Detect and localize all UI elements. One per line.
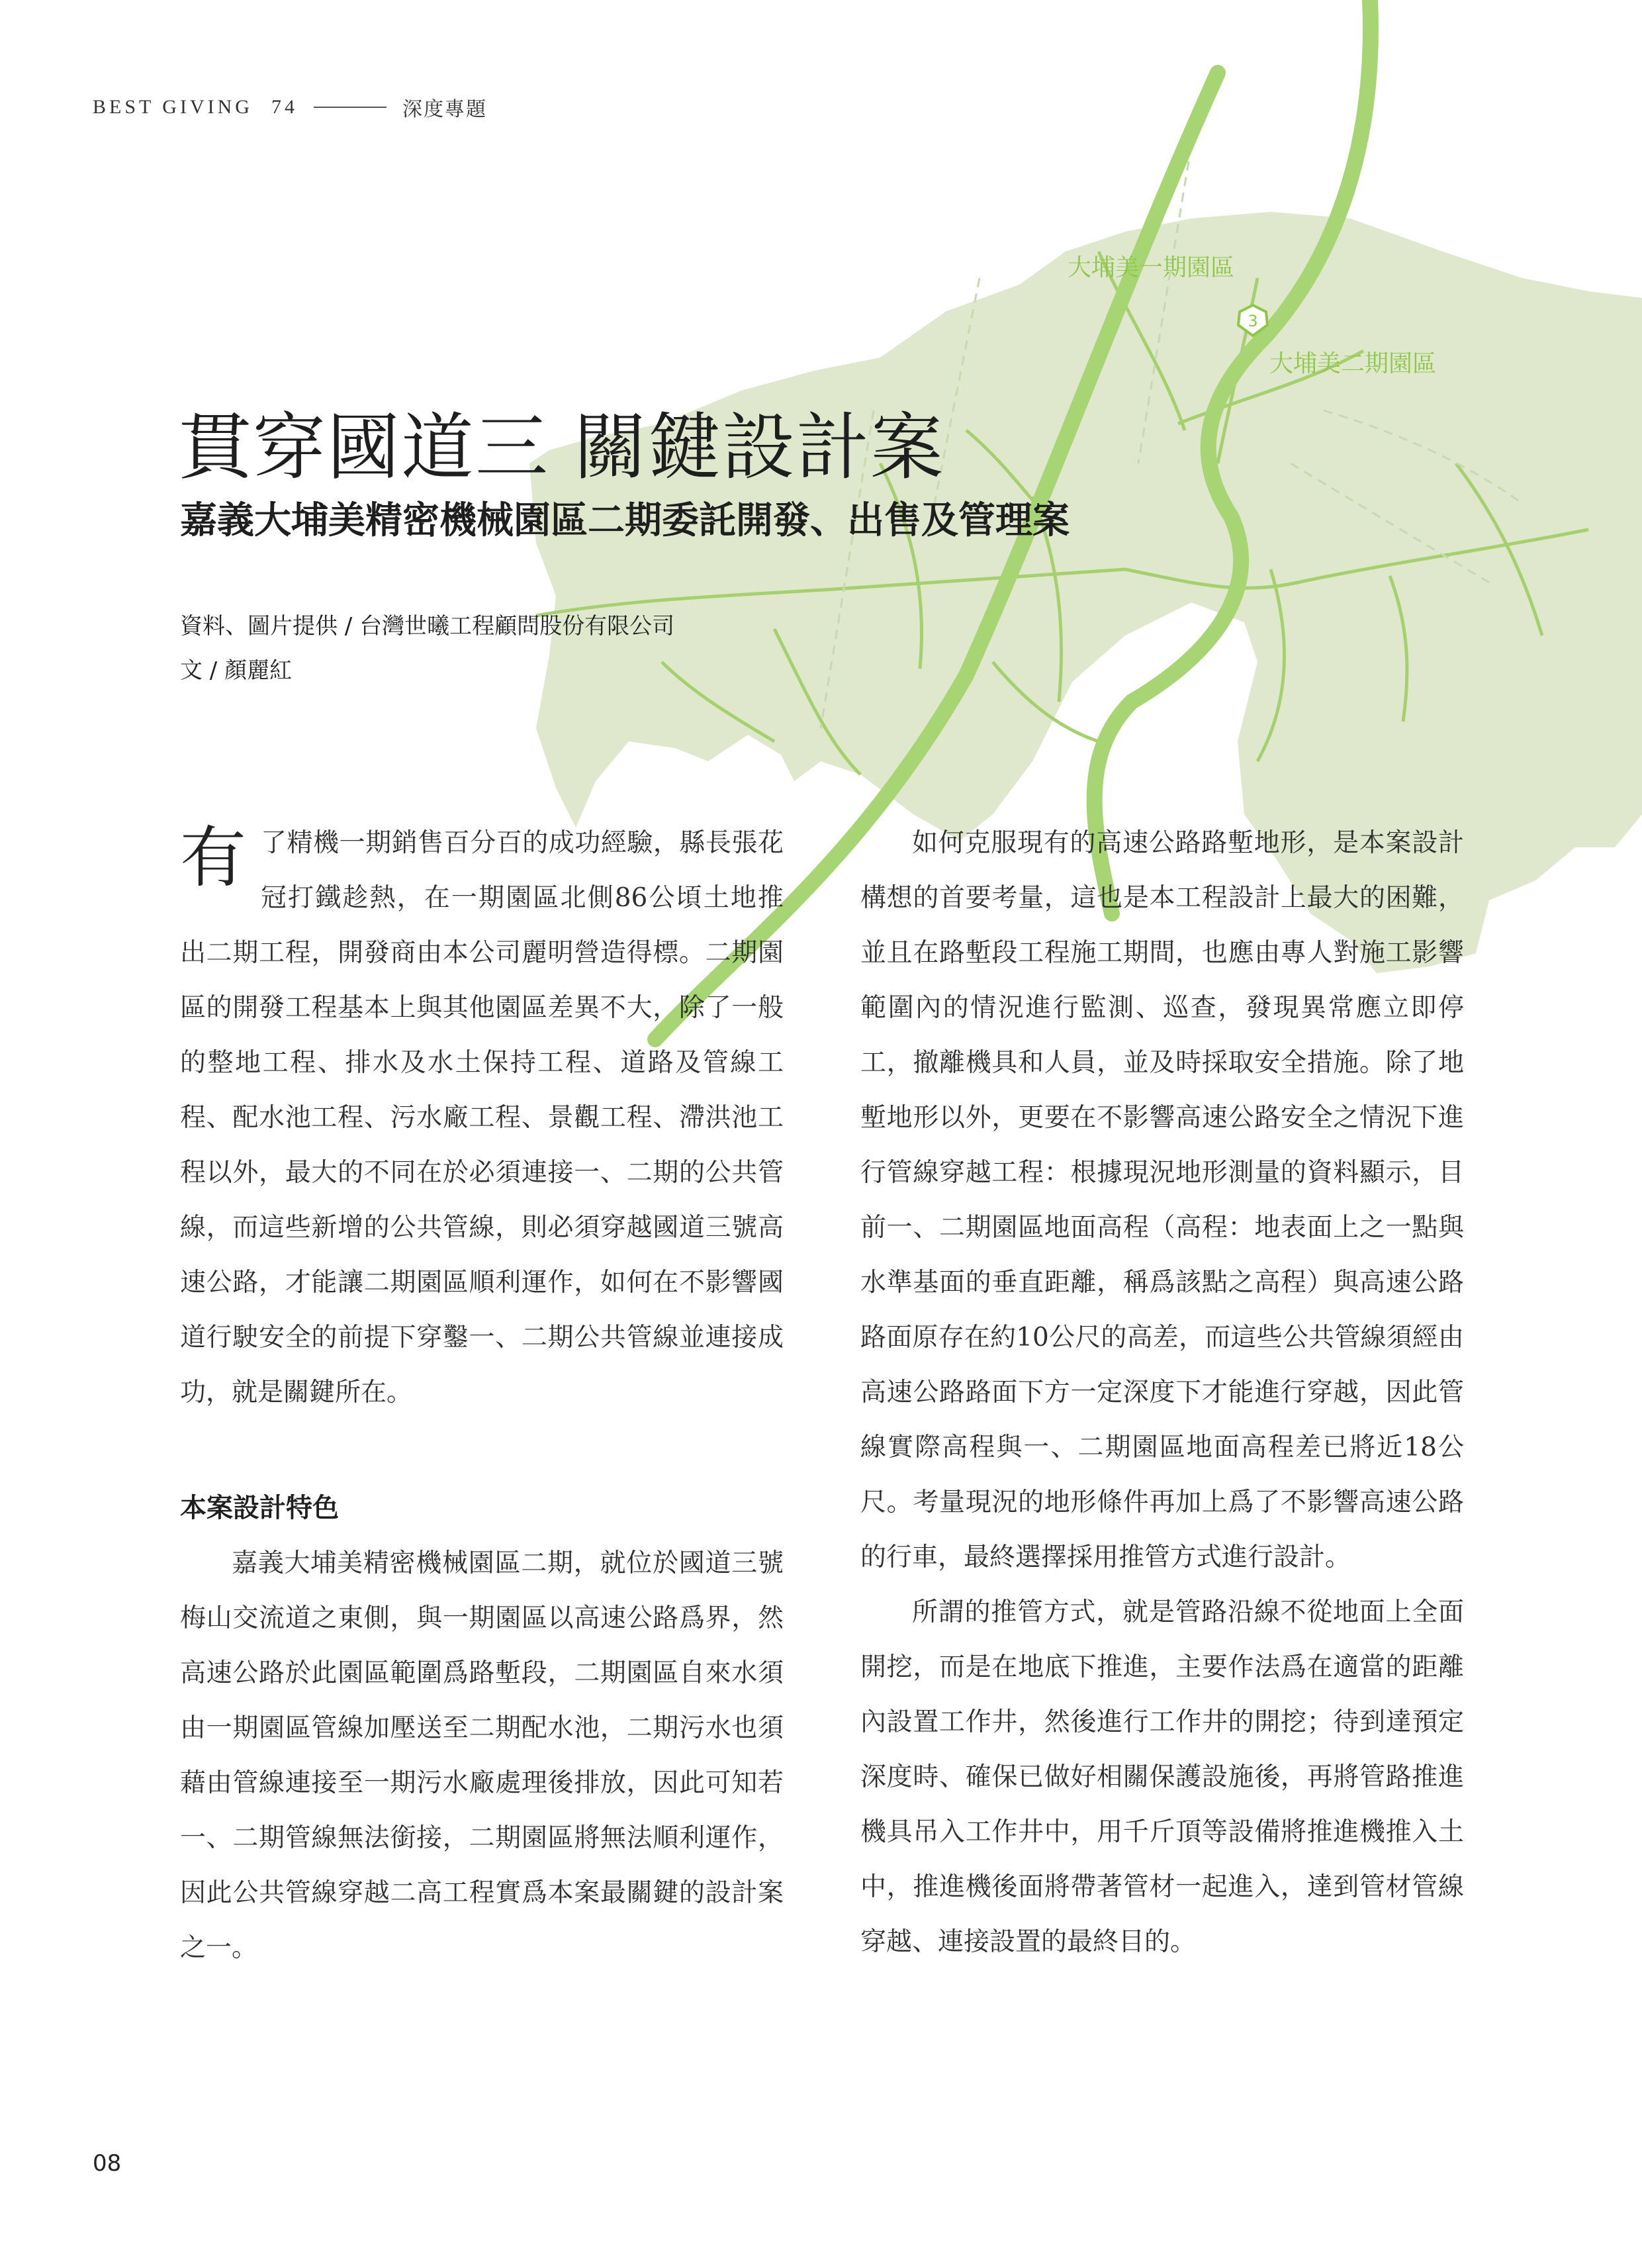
article-subtitle: 嘉義大埔美精密機械園區二期委託開發、出售及管理案 [180, 499, 1070, 542]
drop-cap: 有 [180, 819, 246, 896]
credit-source: 資料、圖片提供 / 台灣世曦工程顧問股份有限公司 [180, 613, 675, 639]
map-label-phase-1: 大埔美一期園區 [1068, 254, 1235, 281]
right-paragraph-1: 如何克服現有的高速公路路塹地形，是本案設計構想的首要考量，這也是本工程設計上最大的困難，並且在路塹段工程施工期間，也應由專人對施工影響範圍內的情況進行監測、巡查，發現異常應立即停工，撤離機具和人員，並及時採取安全措施。除了地塹地形以外，更要在不影響高速公路安全之情況下進行管線穿越工程：根據現況地形測量的資料顯示，目前一、二期園區地面高程（高程：地表面上之一點與水準基面的垂直距離，稱爲該點之高程）與高速公路路面原存在約10公尺的高差，而這些公共管線須經由高速公路路面下方一定深度下才能進行穿越，因此管線實際高程與一、二期園區地面高程差已將近18公尺。考量現況的地形條件再加上爲了不影響高速公路的行車，最終選擇採用推管方式進行設計。 [860, 828, 1464, 1572]
highway-shield-number: 3 [1248, 312, 1258, 330]
article-title: 貫穿國道三 關鍵設計案 [179, 405, 944, 490]
map-label-phase-2: 大埔美二期園區 [1269, 350, 1437, 377]
page-number: 08 [93, 2150, 122, 2177]
section-name: 深度專題 [402, 98, 487, 121]
right-column [860, 816, 1464, 1969]
right-paragraph-2: 所謂的推管方式，就是管路沿線不從地面上全面開挖，而是在地底下推進，主要作法爲在適當的距離內設置工作井，然後進行工作井的開挖；待到達預定深度時、確保已做好相關保護設施後，再將管路推進機具吊入工作井中，用千斤頂等設備將推進機推入土中，推進機後面將帶著管材一起進入，達到管材管線穿越、連接設置的最終目的。 [860, 1597, 1464, 1957]
magazine-name: BEST GIVING [93, 96, 253, 118]
left-column [180, 816, 784, 1975]
header-rule [314, 107, 387, 108]
left-paragraph-1 [180, 816, 784, 1420]
left-paragraph-2: 嘉義大埔美精密機械園區二期，就位於國道三號梅山交流道之東側，與一期園區以高速公路爲界，然高速公路於此園區範圍爲路塹段，二期園區自來水須由一期園區管線加壓送至二期配水池，二期污水也須藉由管線連接至一期污水廠處理後排放，因此可知若一、二期管線無法銜接，二期園區將無法順利運作，因此公共管線穿越二高工程實爲本案最關鍵的設計案之一。 [180, 1548, 784, 1963]
running-head [93, 93, 487, 122]
credit-author: 文 / 顏麗紅 [180, 657, 293, 684]
issue-number: 74 [271, 96, 298, 118]
section-heading: 本案設計特色 [180, 1493, 339, 1523]
left-paragraph-1-text: 了精機一期銷售百分百的成功經驗，縣長張花冠打鐵趁熱，在一期園區北側86公頃土地推出二期工程，開發商由本公司麗明營造得標。二期園區的開發工程基本上與其他園區差異不大，除了一般的整地工程、排水及水土保持工程、道路及管線工程、配水池工程、污水廠工程、景觀工程、滯洪池工程以外，最大的不同在於必須連接一、二期的公共管線，而這些新增的公共管線，則必須穿越國道三號高速公路，才能讓二期園區順利運作，如何在不影響國道行駛安全的前提下穿鑿一、二期公共管線並連接成功，就是關鍵所在。 [180, 828, 784, 1407]
